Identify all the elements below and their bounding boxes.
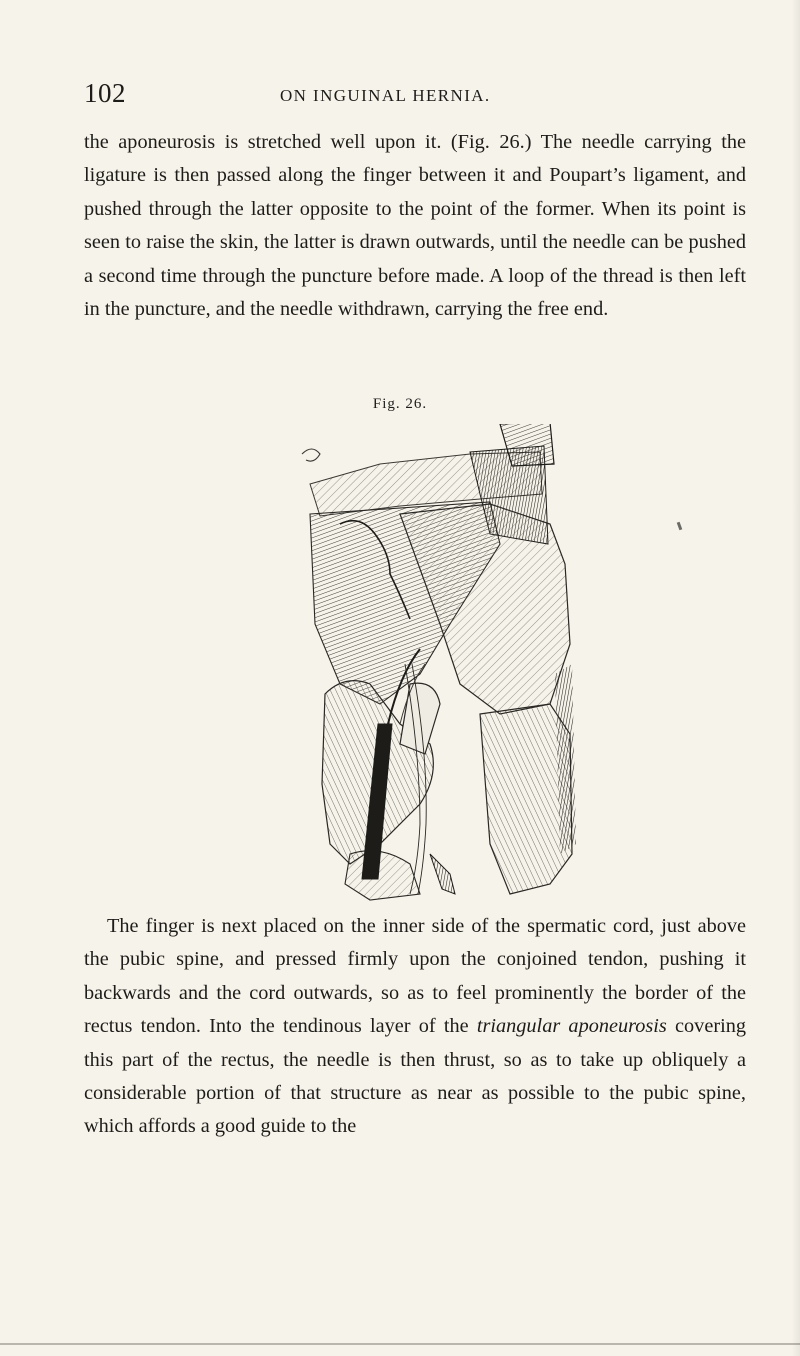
page-bottom-edge bbox=[0, 1343, 800, 1345]
italic-term: triangular aponeurosis bbox=[476, 1015, 667, 1038]
page-header bbox=[84, 78, 744, 114]
figure-caption: Fig. 26. bbox=[372, 396, 428, 412]
running-head: ON INGUINAL HERNIA. bbox=[280, 86, 491, 105]
paragraph-2-text bbox=[84, 910, 746, 1144]
paragraph-1-text: the aponeurosis is stretched well upon it. (Fig. 26.) The needle carrying the ligature is then passed along the finger between it and Poupart’s ligament, and pushed through the latter opposite to the point of the former. When its point is seen to raise the skin, the latter is drawn outwards, until the needle can be pushed a second time through the puncture before made. A loop of the thread is then left in the puncture, and the needle withdrawn, carrying the free end. bbox=[84, 131, 746, 321]
paragraph-2-text-end: covering this part of the rectus, the needle is then thrust, so as to take up obliquely a considerable portion of that structure as near as possible to the pubic spine, which affords a good guide to the bbox=[84, 1015, 746, 1138]
paragraph-2-text-start: The finger is next placed on the inner side of the spermatic cord, just above the pubic spine, and pressed firmly upon the conjoined tendon, pushing it backwards and the cord outwards, so as to feel prominently the border of the rectus tendon. Into the tendinous layer of the bbox=[84, 915, 746, 1038]
page-number: 102 bbox=[84, 78, 126, 108]
stray-ink-mark bbox=[677, 522, 683, 531]
paragraph-2 bbox=[84, 910, 746, 1144]
anatomical-illustration bbox=[250, 424, 590, 904]
paragraph-1 bbox=[84, 126, 746, 326]
page-edge-shadow bbox=[792, 0, 800, 1356]
